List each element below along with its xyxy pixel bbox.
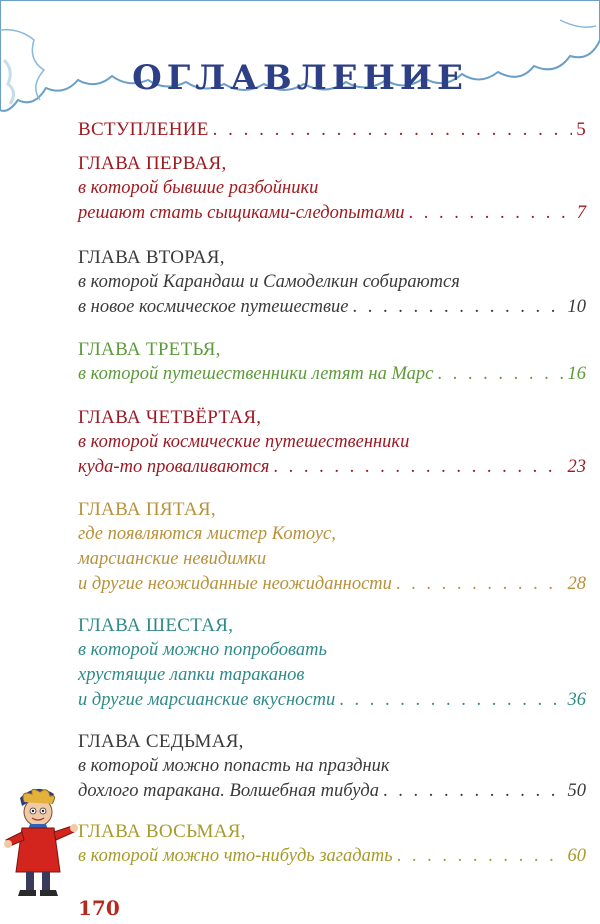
chapter-description-line: в которой путешественники летят на Марс <box>78 364 434 384</box>
chapter-heading: ГЛАВА СЕДЬМАЯ, <box>78 731 244 752</box>
chapter-description-line: в которой Карандаш и Самоделкин собираются <box>78 272 460 292</box>
chapter-description-line: марсианские невидимки <box>78 549 267 569</box>
chapter-last-line-row <box>78 295 586 320</box>
toc-entry-chapter-1[interactable] <box>78 152 586 226</box>
toc-page-number: 28 <box>567 574 586 594</box>
toc-page-number: 16 <box>567 364 586 384</box>
toc-entry-chapter-3[interactable] <box>78 338 586 387</box>
page-title: ОГЛАВЛЕНИЕ <box>132 58 468 98</box>
toc-entry-intro[interactable] <box>78 118 586 142</box>
dot-leader <box>409 201 573 226</box>
dot-leader <box>339 688 563 713</box>
chapter-heading: ГЛАВА ВТОРАЯ, <box>78 247 225 268</box>
chapter-last-line-row <box>78 844 586 869</box>
toc-intro-label: ВСТУПЛЕНИЕ <box>78 119 209 140</box>
chapter-description-line: в которой можно попасть на праздник <box>78 756 390 776</box>
dot-leader <box>396 572 564 597</box>
chapter-description-line: в новое космическое путешествие <box>78 297 349 317</box>
chapter-heading: ГЛАВА ПЯТАЯ, <box>78 499 216 520</box>
chapter-description-line: хрустящие лапки тараканов <box>78 665 305 685</box>
toc-entry-chapter-4[interactable] <box>78 406 586 480</box>
chapter-description-line: дохлого таракана. Волшебная тибуда <box>78 781 380 801</box>
chapter-last-line-row <box>78 362 586 387</box>
chapter-heading: ГЛАВА ВОСЬМАЯ, <box>78 821 246 842</box>
chapter-last-line-row <box>78 201 586 226</box>
chapter-description-line: куда-то проваливаются <box>78 457 270 477</box>
chapter-description-line: и другие неожиданные неожиданности <box>78 574 392 594</box>
chapter-description-line: где появляются мистер Котоус, <box>78 524 336 544</box>
chapter-description-line: в которой космические путешественники <box>78 432 410 452</box>
toc-entry-chapter-5[interactable] <box>78 498 586 597</box>
toc-entry-chapter-8[interactable] <box>78 820 586 869</box>
dot-leader <box>273 455 563 480</box>
toc-entry-chapter-7[interactable] <box>78 730 586 804</box>
chapter-heading: ГЛАВА ПЕРВАЯ, <box>78 153 227 174</box>
chapter-heading: ГЛАВА ТРЕТЬЯ, <box>78 339 221 360</box>
chapter-description-line: в которой можно попробовать <box>78 640 327 660</box>
dot-leader <box>353 295 564 320</box>
toc-page-number: 36 <box>567 690 586 710</box>
toc-page-number: 5 <box>576 119 586 140</box>
toc-intro-row <box>78 118 586 142</box>
chapter-heading: ГЛАВА ЧЕТВЁРТАЯ, <box>78 407 262 428</box>
toc-entry-chapter-2[interactable] <box>78 246 586 320</box>
chapter-last-line-row <box>78 688 586 713</box>
cartoon-boy-illustration <box>0 780 78 900</box>
toc-page-number: 7 <box>576 203 586 223</box>
chapter-last-line-row <box>78 572 586 597</box>
dot-leader <box>437 362 563 387</box>
toc-page-number: 10 <box>567 297 586 317</box>
toc-page-number: 50 <box>567 781 586 801</box>
toc-page-number: 23 <box>567 457 586 477</box>
chapter-heading: ГЛАВА ШЕСТАЯ, <box>78 615 234 636</box>
page-number: 170 <box>78 896 120 920</box>
chapter-last-line-row <box>78 779 586 804</box>
toc-page-number: 60 <box>567 846 586 866</box>
chapter-description-line: в которой бывшие разбойники <box>78 178 319 198</box>
chapter-description-line: в которой можно что-нибудь загадать <box>78 846 393 866</box>
chapter-description-line: решают стать сыщиками-следопытами <box>78 203 405 223</box>
dot-leader <box>213 118 573 142</box>
chapter-description-line: и другие марсианские вкусности <box>78 690 336 710</box>
toc-entry-chapter-6[interactable] <box>78 614 586 713</box>
chapter-last-line-row <box>78 455 586 480</box>
dot-leader <box>383 779 563 804</box>
dot-leader <box>397 844 564 869</box>
